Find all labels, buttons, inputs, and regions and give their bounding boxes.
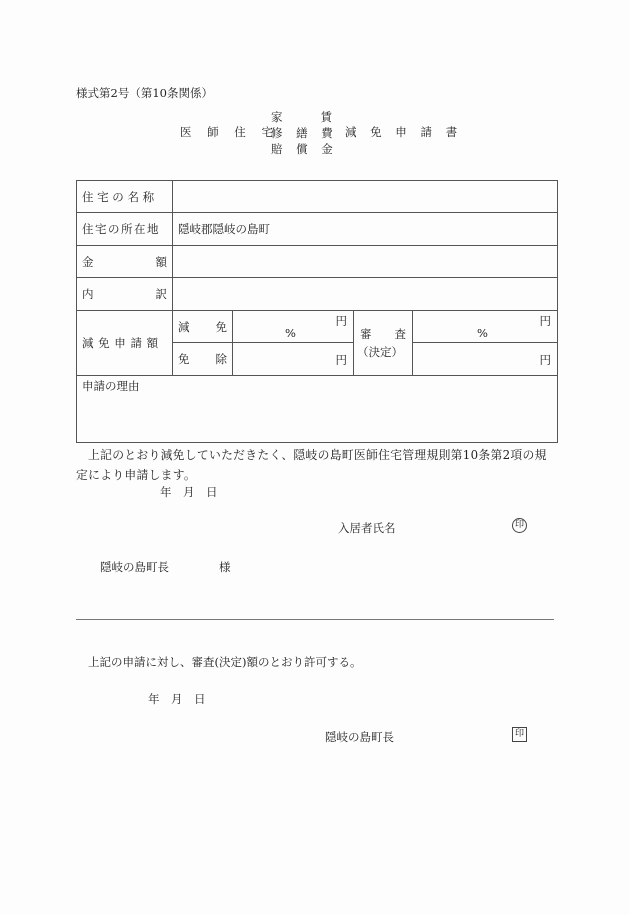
percent-unit: % [285,326,296,340]
label-reduction: 減 免 [173,311,233,343]
field-review-reduction-amount[interactable] [413,311,558,343]
application-date: 年 月 日 [160,485,218,499]
title-prefix: 医 師 住 宅 [180,125,279,139]
field-housing-address[interactable]: 隠岐郡隠岐の島町 [173,213,558,246]
percent-unit: % [477,326,488,340]
label-housing-name: 住 宅 の 名 称 [77,181,173,213]
application-form-table [76,180,558,443]
table-row-breakdown [77,278,558,311]
label-exemption: 免 除 [173,343,233,376]
approval-statement: 上記の申請に対し、審査(決定)額のとおり許可する。 [88,655,362,669]
mayor-signature: 隠岐の島町長 [325,730,394,744]
honorific: 様 [219,560,231,574]
table-row-reason [77,376,558,443]
yen-unit: 円 [335,314,347,328]
approval-date: 年 月 日 [148,692,206,706]
circle-seal-icon: 印 [512,518,527,533]
yen-unit: 円 [335,353,347,367]
addressee: 隠岐の島町長 [100,560,169,574]
yen-unit: 円 [539,314,551,328]
label-reason: 申請の理由 [82,379,140,393]
label-review-decision: 審 査 （決定） [354,311,413,376]
section-divider [76,619,554,620]
form-number: 様式第2号（第10条関係） [76,86,213,100]
title-option-compensation: 賠 償 金 [271,142,338,156]
field-exemption-amount[interactable] [233,343,354,376]
label-housing-address: 住宅の所在地 [77,213,173,246]
table-row-reduction [77,311,558,343]
title-option-rent: 家 賃 [271,110,337,124]
title-suffix: 減 免 申 請 書 [345,125,463,139]
field-reason[interactable] [77,376,558,443]
field-breakdown[interactable] [173,278,558,311]
label-amount: 金 額 [77,246,173,278]
label-breakdown: 内 訳 [77,278,173,311]
resident-name-label: 入居者氏名 [338,521,396,535]
title-option-repair: 修 繕 費 [271,126,338,140]
table-row-amount [77,246,558,278]
application-statement: 上記のとおり減免していただきたく、隠岐の島町医師住宅管理規則第10条第2項の規定により申請します。 [76,448,547,482]
field-reduction-amount[interactable] [233,311,354,343]
field-review-exemption-amount[interactable] [413,343,558,376]
title-options [271,109,338,157]
yen-unit: 円 [539,353,551,367]
field-amount[interactable] [173,246,558,278]
field-housing-name[interactable] [173,181,558,213]
square-seal-icon: 印 [512,727,527,742]
label-reduction-amount: 減 免 申 請 額 [77,311,173,376]
table-row-housing-address [77,213,558,246]
table-row-housing-name [77,181,558,213]
